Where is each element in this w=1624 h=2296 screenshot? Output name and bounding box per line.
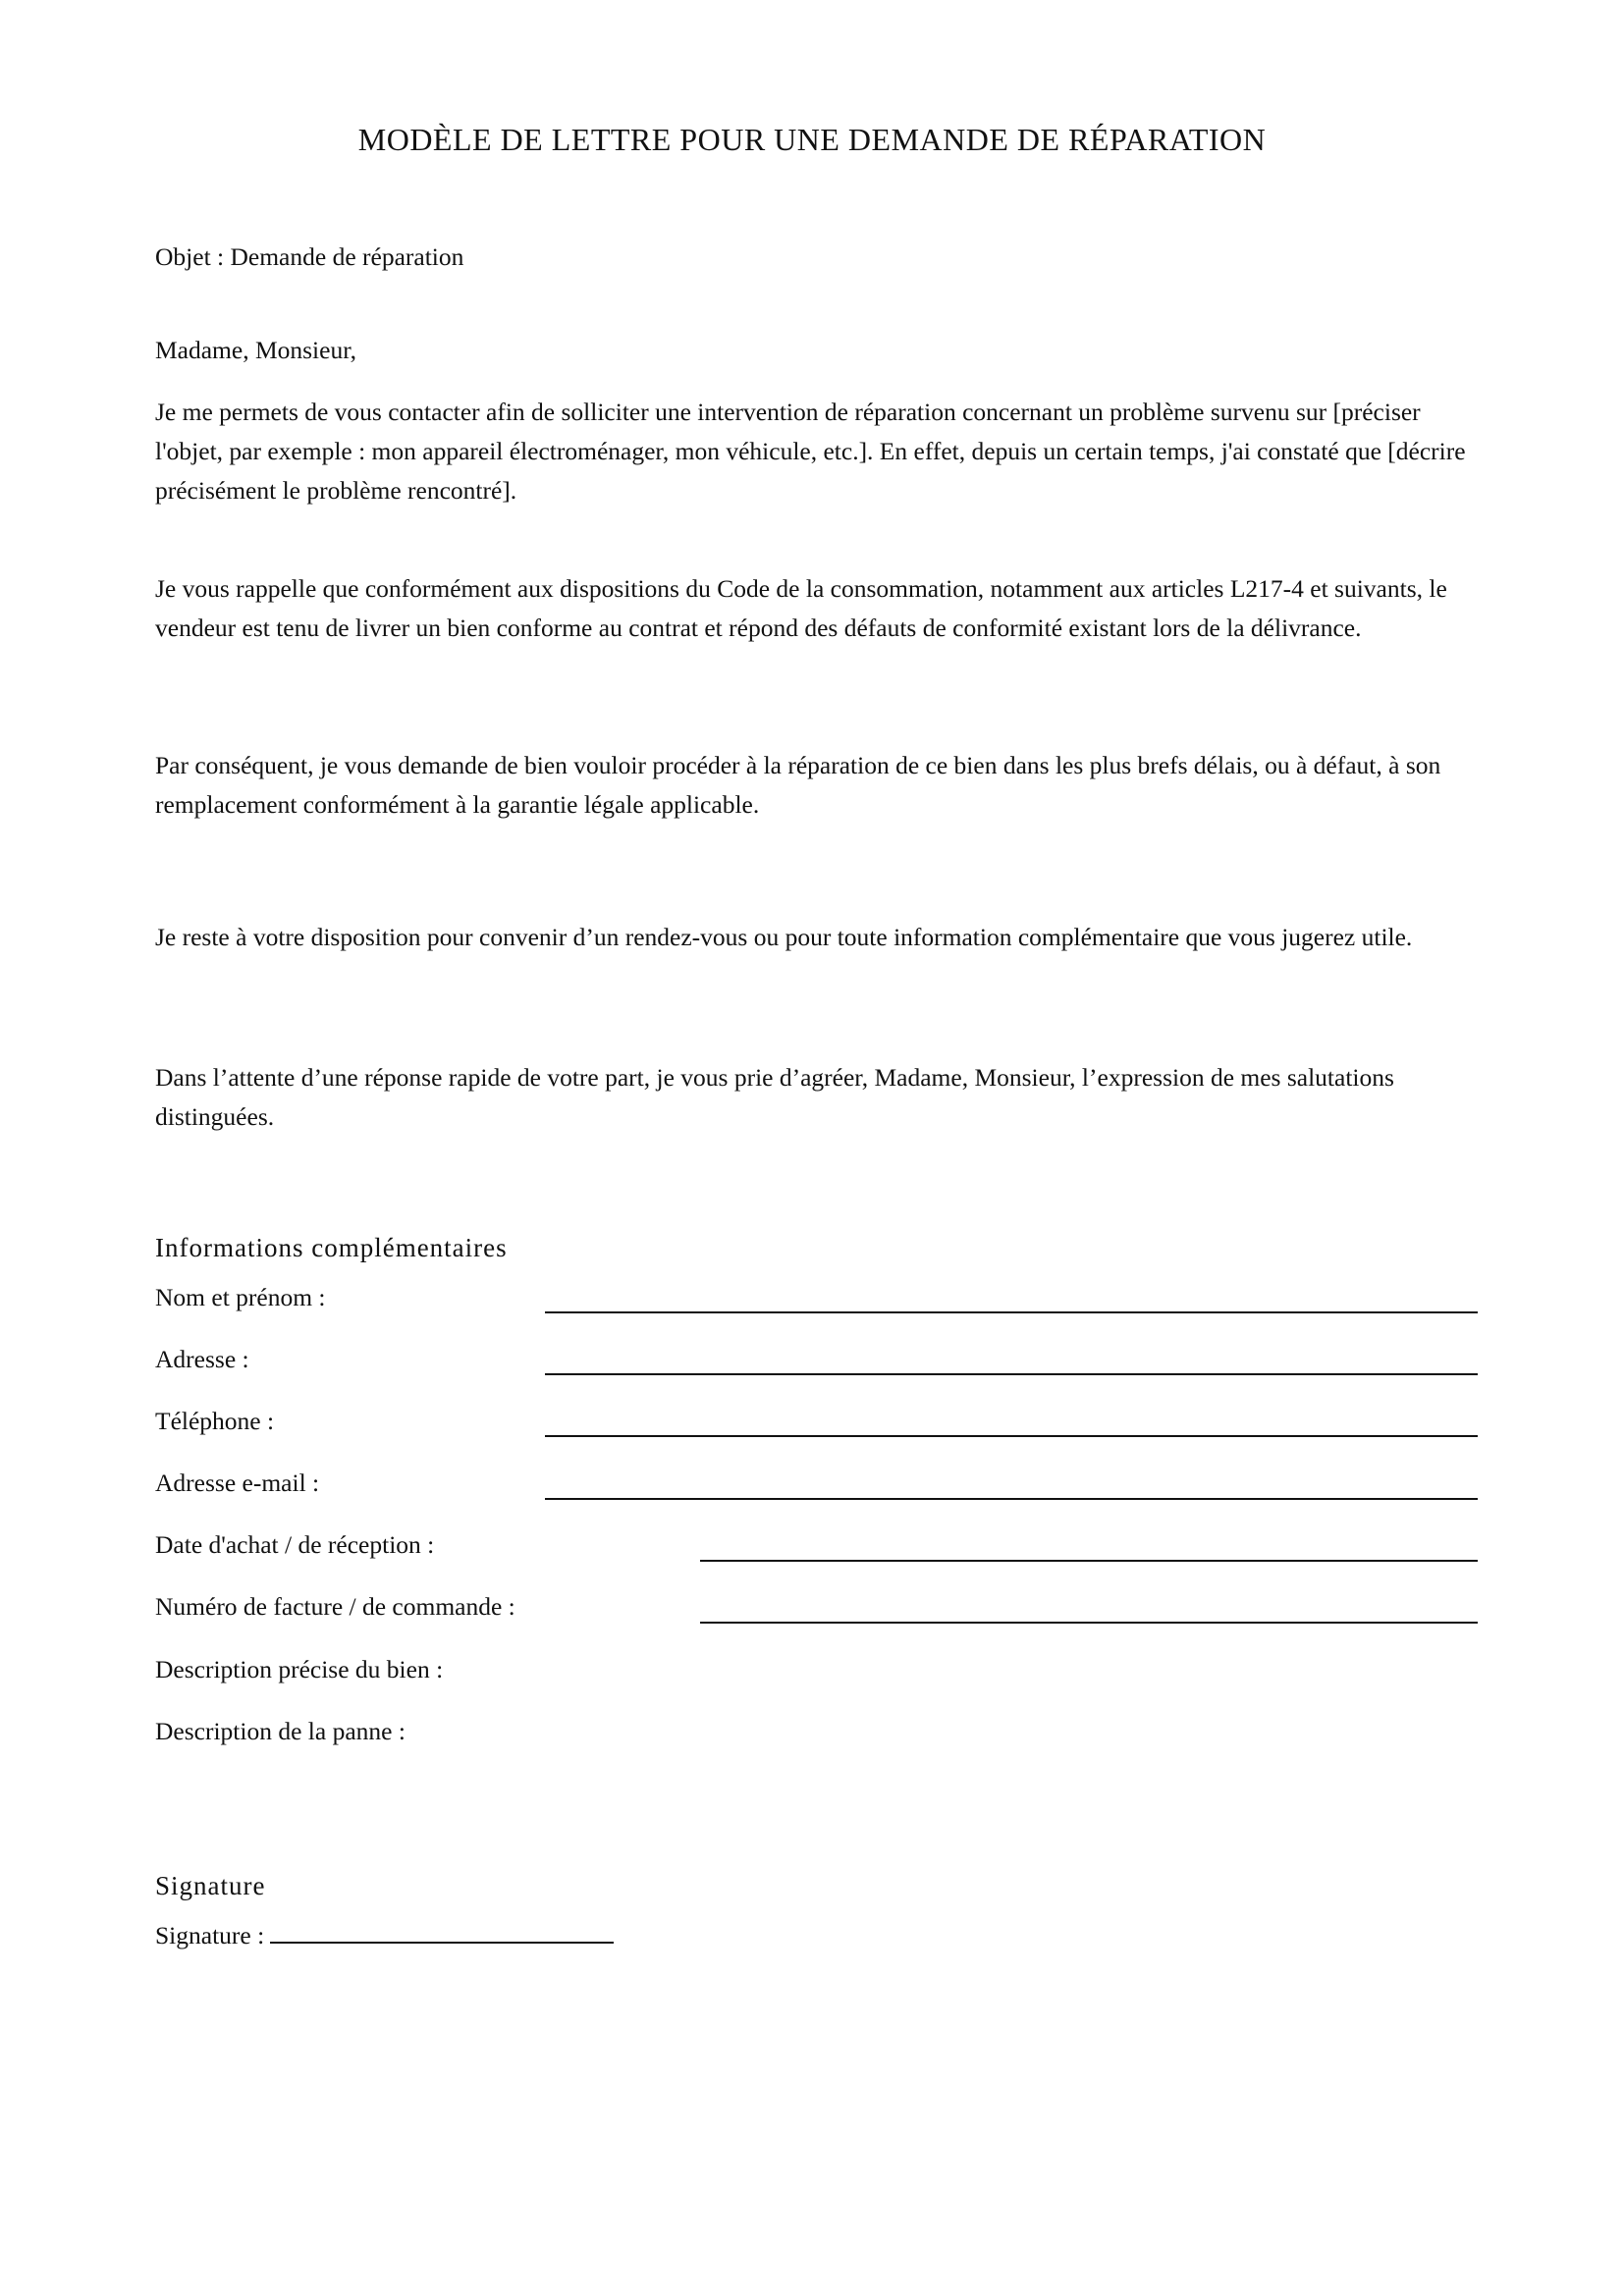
field-line-invoice-number[interactable] [700,1622,1478,1624]
field-label-phone: Téléphone : [155,1407,275,1435]
field-label-email: Adresse e-mail : [155,1468,320,1497]
subject-line: Objet : Demande de réparation [155,242,464,271]
field-line-address[interactable] [545,1373,1478,1375]
salutation: Madame, Monsieur, [155,336,357,364]
field-line-email[interactable] [545,1498,1478,1500]
signature-label: Signature : [155,1921,265,1949]
paragraph-availability: Je reste à votre disposition pour convenir d’un rendez-vous ou pour toute information complémentaire que vous jugerez utile. [155,923,1413,951]
paragraph-repair-demand: Par conséquent, je vous demande de bien vouloir procéder à la réparation de ce bien dans les plus brefs délais, ou à défaut, à son remplacement conformément à la garantie légale applicable. [155,751,1441,819]
signature-row [155,1918,614,1951]
field-line-name[interactable] [545,1311,1478,1313]
paragraph-request: Je me permets de vous contacter afin de solliciter une intervention de réparation concernant un problème survenu sur [préciser l'objet, par exemple : mon appareil électroménager, mon véhicule, etc.]. En effet, depuis un certain temps, j'ai constaté que [décrire précisément le problème rencontré]. [155,398,1466,505]
document-title: MODÈLE DE LETTRE POUR UNE DEMANDE DE RÉPARATION [357,122,1267,157]
info-section-heading: Informations complémentaires [155,1233,508,1262]
field-line-phone[interactable] [545,1435,1478,1437]
field-label-address: Adresse : [155,1345,249,1373]
paragraph-legal-reminder: Je vous rappelle que conformément aux dispositions du Code de la consommation, notamment aux articles L217-4 et suivants, le vendeur est tenu de livrer un bien conforme au contrat et répond des défauts de conformité existant lors de la délivrance. [155,574,1447,642]
field-label-fault-description: Description de la panne : [155,1717,406,1745]
field-label-name: Nom et prénom : [155,1283,326,1311]
field-label-item-description: Description précise du bien : [155,1655,444,1683]
signature-line[interactable] [270,1918,614,1944]
field-label-purchase-date: Date d'achat / de réception : [155,1530,435,1559]
signature-section-heading: Signature [155,1871,266,1900]
field-label-invoice-number: Numéro de facture / de commande : [155,1592,515,1621]
paragraph-closing: Dans l’attente d’une réponse rapide de votre part, je vous prie d’agréer, Madame, Monsieur, l’expression de mes salutations distinguées. [155,1063,1394,1131]
field-line-purchase-date[interactable] [700,1560,1478,1562]
